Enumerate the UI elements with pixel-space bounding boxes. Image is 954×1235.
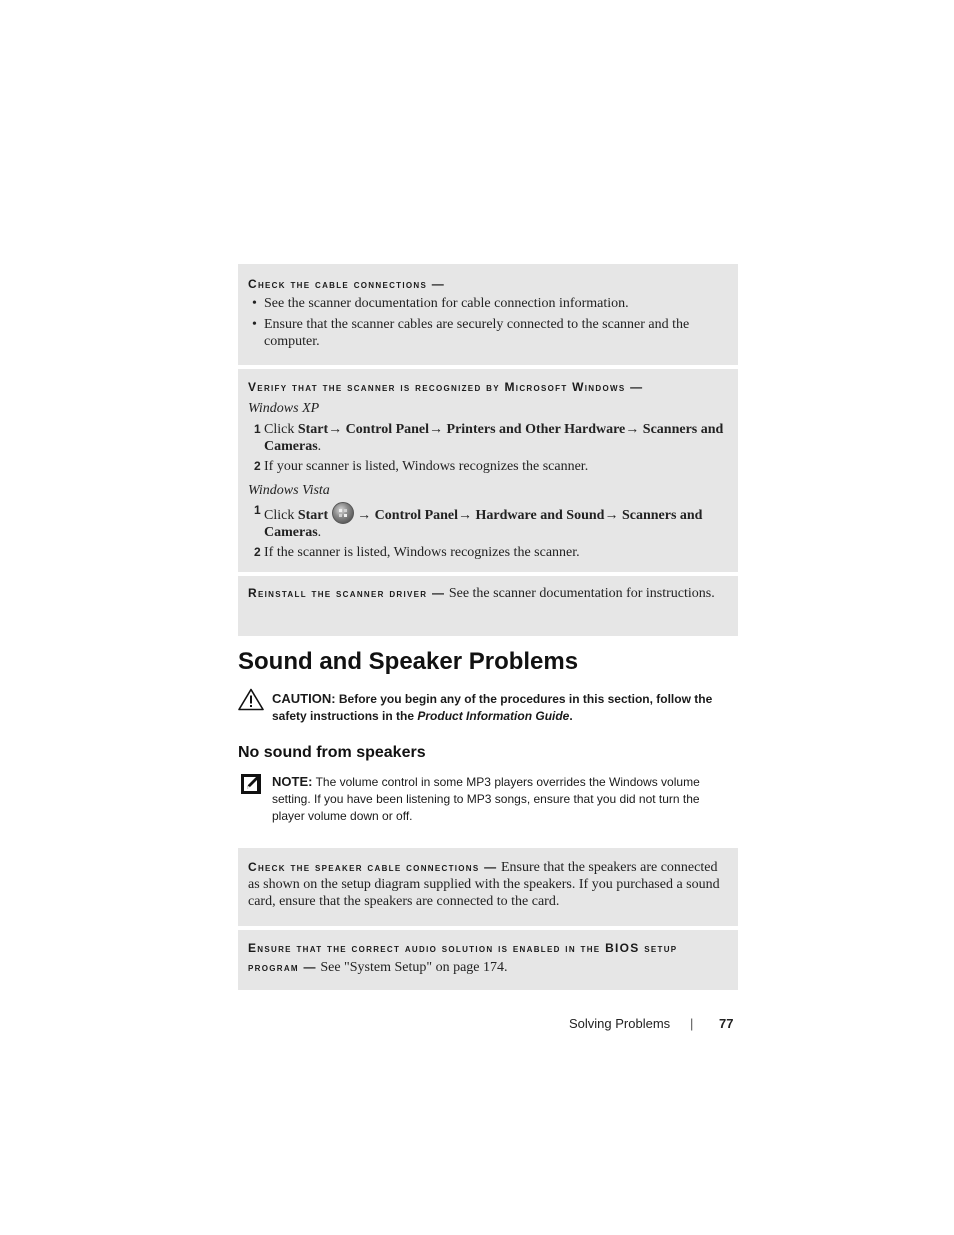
speaker-cable-box: Check the speaker cable connections — Ensure that the speakers are connected as shown on the setup diagram supplied with the speakers. If you purchased a sound card, ensure that the speakers are connected to the card. — [238, 848, 738, 926]
bullet-icon: • — [252, 317, 257, 332]
verify-scanner-heading: Verify that the scanner is recognized by Microsoft Windows — — [248, 380, 644, 394]
audio-bios-box: Ensure that the correct audio solution is enabled in the BIOS setup program — See "System Setup" on page 174. — [238, 930, 738, 990]
list-item: 2 If your scanner is listed, Windows recognizes the scanner. — [254, 459, 589, 474]
windows-vista-label: Windows Vista — [248, 483, 330, 498]
windows-xp-label: Windows XP — [248, 401, 320, 416]
caution-icon — [238, 688, 264, 711]
caution-notice: CAUTION: Before you begin any of the procedures in this section, follow the safety instructions in the Product Information Guide. — [272, 691, 713, 723]
footer-section: Solving Problems — [569, 1016, 671, 1031]
list-item: • Ensure that the scanner cables are securely connected to the scanner and the computer. — [252, 317, 690, 349]
reinstall-driver-box: Reinstall the scanner driver — See the scanner documentation for instructions. — [238, 576, 738, 636]
footer-separator: | — [690, 1016, 694, 1031]
audio-bios-heading: Ensure that the correct audio solution is enabled in the BIOS setup program — — [248, 941, 678, 974]
section-title: Sound and Speaker Problems — [238, 648, 579, 675]
verify-scanner-box — [238, 369, 738, 572]
list-item: 1 Click Start→ Control Panel→ Printers and Other Hardware→ Scanners and Cameras. — [254, 422, 724, 454]
reinstall-driver-heading: Reinstall the scanner driver — — [248, 586, 446, 600]
subsection-title: No sound from speakers — [238, 744, 426, 761]
cable-connections-heading: Check the cable connections — — [248, 277, 446, 291]
list-item: 2 If the scanner is listed, Windows recognizes the scanner. — [254, 545, 580, 560]
cable-connections-box — [238, 264, 738, 365]
note-label: NOTE: — [272, 774, 313, 789]
note-notice: NOTE: The volume control in some MP3 players overrides the Windows volume setting. If you have been listening to MP3 songs, ensure that you did not turn the player volume down or off. — [272, 774, 700, 823]
list-item: • See the scanner documentation for cable connection information. — [252, 296, 629, 311]
caution-label: CAUTION: — [272, 691, 336, 706]
page-number: 77 — [719, 1016, 734, 1031]
speaker-cable-heading: Check the speaker cable connections — — [248, 860, 498, 874]
list-item: 1 Click Start → Control Panel→ Hardware and Sound→ Scanners and Cameras. — [254, 503, 703, 540]
bullet-icon: • — [252, 296, 257, 311]
note-icon — [240, 773, 262, 795]
windows-start-icon — [332, 502, 354, 524]
